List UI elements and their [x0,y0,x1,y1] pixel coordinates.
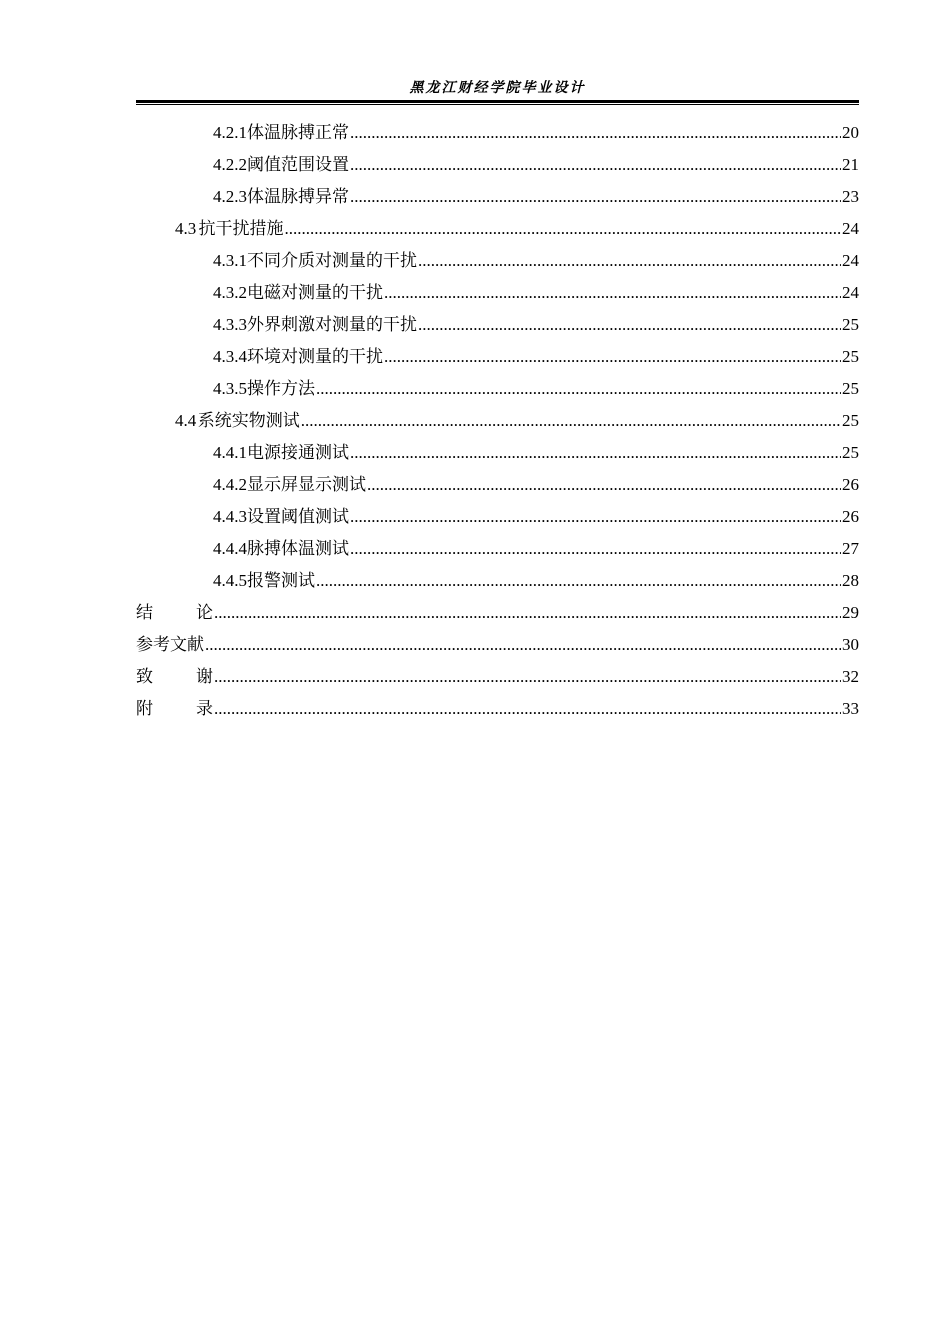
toc-dot-leader [350,501,841,533]
toc-entry-page-number: 20 [842,123,859,142]
toc-entry[interactable] [136,437,859,469]
toc-dot-leader [214,693,841,725]
toc-entry[interactable] [136,117,859,149]
toc-entry[interactable] [136,597,859,629]
toc-entry-number: 4.4.1 [213,443,247,462]
toc-dot-leader [418,309,841,341]
toc-entry-number: 4.3.1 [213,251,247,270]
toc-entry-page-number: 24 [842,219,859,238]
toc-dot-leader [316,565,841,597]
toc-entry-page-number: 23 [842,187,859,206]
toc-entry-number: 4.2.2 [213,155,247,174]
toc-entry[interactable] [136,309,859,341]
toc-dot-leader [214,597,841,629]
toc-entry-number: 4.4.4 [213,539,247,558]
page-header-title: 黑龙江财经学院毕业设计 [409,80,586,96]
toc-dot-leader [350,533,841,565]
toc-entry[interactable] [136,693,859,725]
toc-entry-page-number: 27 [842,539,859,558]
toc-entry-number: 4.3.2 [213,283,247,302]
toc-entry-title: 脉搏体温测试 [247,539,349,558]
toc-entry-page-number: 25 [842,443,859,462]
toc-entry[interactable] [136,213,859,245]
toc-entry[interactable] [136,405,859,437]
toc-dot-leader [214,661,841,693]
toc-entry-page-number: 24 [842,283,859,302]
toc-dot-leader [205,629,841,661]
toc-entry-number: 4.4.5 [213,571,247,590]
toc-dot-leader [350,117,841,149]
toc-dot-leader [418,245,841,277]
toc-entry-number: 4.4 [175,411,197,430]
toc-entry[interactable] [136,533,859,565]
toc-entry-title: 阈值范围设置 [247,155,349,174]
toc-dot-leader [367,469,841,501]
toc-entry-title: 不同介质对测量的干扰 [247,251,417,270]
header-rule-thin [136,104,859,105]
toc-entry-page-number: 32 [842,667,859,686]
header-rule-thick [136,100,859,103]
toc-entry-number: 4.3.3 [213,315,247,334]
table-of-contents [136,117,859,725]
toc-entry-title: 参考文献 [136,635,204,654]
toc-entry-title: 体温脉搏异常 [247,187,349,206]
toc-entry-page-number: 33 [842,699,859,718]
toc-entry-number: 4.4.2 [213,475,247,494]
toc-entry-title: 抗干扰措施 [198,219,284,238]
toc-entry-number: 4.2.1 [213,123,247,142]
toc-entry-number: 4.3.5 [213,379,247,398]
toc-entry-page-number: 30 [842,635,859,654]
toc-dot-leader [301,405,841,437]
toc-entry[interactable] [136,373,859,405]
toc-entry-number: 4.3.4 [213,347,247,366]
toc-entry-title: 电磁对测量的干扰 [247,283,383,302]
toc-entry-number: 4.4.3 [213,507,247,526]
toc-entry-page-number: 28 [842,571,859,590]
toc-entry-number: 4.3 [175,219,197,238]
toc-dot-leader [384,341,841,373]
toc-entry[interactable] [136,277,859,309]
toc-entry[interactable] [136,565,859,597]
toc-entry-title: 附 录 [136,699,213,718]
toc-entry-title: 设置阈值测试 [247,507,349,526]
toc-entry-title: 结 论 [136,603,213,622]
toc-entry-page-number: 29 [842,603,859,622]
toc-entry-page-number: 26 [842,507,859,526]
toc-dot-leader [284,213,841,245]
toc-entry-page-number: 24 [842,251,859,270]
toc-entry-title: 电源接通测试 [247,443,349,462]
toc-dot-leader [350,149,841,181]
toc-entry[interactable] [136,501,859,533]
toc-entry-title: 系统实物测试 [197,411,300,430]
toc-entry-page-number: 21 [842,155,859,174]
toc-dot-leader [350,181,841,213]
toc-entry-title: 操作方法 [247,379,315,398]
toc-entry-title: 显示屏显示测试 [247,475,366,494]
toc-entry[interactable] [136,469,859,501]
toc-entry[interactable] [136,245,859,277]
toc-entry-page-number: 25 [842,315,859,334]
toc-entry[interactable] [136,149,859,181]
toc-entry[interactable] [136,341,859,373]
toc-dot-leader [384,277,841,309]
toc-entry-title: 环境对测量的干扰 [247,347,383,366]
toc-entry-title: 致 谢 [136,667,213,686]
toc-entry-page-number: 25 [842,379,859,398]
toc-entry-page-number: 25 [842,411,859,430]
toc-dot-leader [316,373,841,405]
toc-entry[interactable] [136,181,859,213]
toc-entry-title: 报警测试 [247,571,315,590]
toc-entry-title: 体温脉搏正常 [247,123,349,142]
toc-entry[interactable] [136,661,859,693]
toc-entry-title: 外界刺激对测量的干扰 [247,315,417,334]
toc-entry-page-number: 26 [842,475,859,494]
toc-dot-leader [350,437,841,469]
toc-entry-page-number: 25 [842,347,859,366]
toc-entry-number: 4.2.3 [213,187,247,206]
toc-entry[interactable] [136,629,859,661]
